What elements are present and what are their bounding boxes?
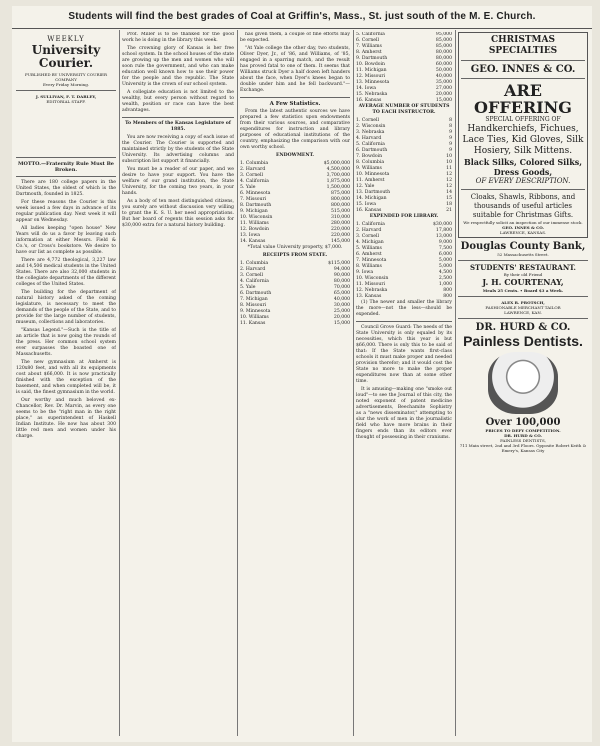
bank-address: 52 Massachusetts Street. xyxy=(497,252,549,257)
row-value: $5,000,000 xyxy=(323,161,350,166)
row-label: 2. Wisconsin xyxy=(356,124,386,129)
row-label: 11. Kansas xyxy=(240,321,266,326)
row-label: 5. Yale xyxy=(240,185,256,190)
row-value: 220,000 xyxy=(331,227,350,232)
respect-line: We respectfully solicit an inspection of our immense stock. xyxy=(463,220,583,225)
average-list xyxy=(356,118,452,214)
row-value: 8 xyxy=(449,118,452,123)
row-label: 4. California xyxy=(240,179,269,184)
tailor-town: LAWRENCE, KAN. xyxy=(504,310,542,315)
article-paragraph: There are 4,772 theological, 3,227 law and 14,506 medical students in the United States. There are also 32,000 students in the collegiate departments of the different colleges of the United States. xyxy=(16,258,116,287)
article-paragraph: A collegiate education is not limited to the wealthy, but every person without regard to wealth, position or race can have the best advantages. xyxy=(122,90,234,113)
row-label: 10. Bowdoin xyxy=(356,62,385,67)
banner-text: Students will find the best grades of Coal at Griffin's, Mass., St. just south of the M. E. Church. xyxy=(68,11,536,22)
row-label: 10. Minnesota xyxy=(356,172,390,177)
row-value: 800 xyxy=(443,288,452,293)
row-label: 12. Bowdoin xyxy=(240,227,269,232)
article-paragraph: has given them, a couple of fine efforts may be expected. xyxy=(240,32,350,43)
tailor-line: FASHIONABLE MERCHANT TAILOR xyxy=(485,305,561,310)
row-value: 800,000 xyxy=(331,203,350,208)
row-value: 94,000 xyxy=(333,267,350,272)
row-label: 7. Bowdoin xyxy=(356,154,383,159)
row-label: 3. Cornell xyxy=(240,273,263,278)
row-value: 9,000 xyxy=(438,240,452,245)
row-value: 1,000 xyxy=(438,282,452,287)
row-value: 145,000 xyxy=(331,239,350,244)
article-paragraph: There are 180 college papers in the United States, the oldest of which is the Dartmouth, founded in 1825. xyxy=(16,180,116,197)
library-heading: EXPENDED FOR LIBRARY. xyxy=(369,214,439,219)
row-label: 14. Michigan xyxy=(356,196,387,201)
article-paragraph: The crowning glory of Kansas is her free school system. In the school houses of the state are growing up the men and women who will soon rule the government, and who can make education well known how to use their power for the people and the republic. The State University is the crown of our school system. xyxy=(122,46,234,87)
article-paragraph: For these reasons the Courier is this week issued a few days in advance of its regular publication day. Next week it will appear on Wednesday. xyxy=(16,200,116,223)
row-value: 13,000 xyxy=(435,234,452,239)
row-value: 21 xyxy=(446,208,452,213)
row-value: 17,800 xyxy=(435,228,452,233)
every-description: OF EVERY DESCRIPTION. xyxy=(475,177,571,185)
row-value: 7,500 xyxy=(438,246,452,251)
column-2 xyxy=(122,32,234,736)
schedule-line: Every Friday Morning. xyxy=(42,82,90,87)
row-value: 70,000 xyxy=(333,285,350,290)
xmas-heading: CHRISTMAS SPECIALTIES xyxy=(488,35,558,56)
row-value: 50,000 xyxy=(435,68,452,73)
row-label: 14. Kansas xyxy=(240,239,266,244)
article-paragraph: "Kansas Legend."—Such is the title of an article that is now going the rounds of the press. Her common school system ever surpasses the boasted one of Massachusetts. xyxy=(16,328,116,357)
row-label: 9. Williams xyxy=(356,166,382,171)
row-label: 13. Kansas xyxy=(356,294,382,299)
receipts-list xyxy=(240,261,350,327)
tailor-name: ALEX R. PROTSCH, xyxy=(501,300,545,305)
row-value: 15 xyxy=(446,196,452,201)
article-paragraph: The building for the department of natural history asked of the coming legislature, is necessary to meet the demands of the people of the State, and to provide for the large number of students, museum, collections and laboratories. xyxy=(16,290,116,325)
row-label: 9. Dartmouth xyxy=(356,56,388,61)
row-value: 95,000 xyxy=(435,32,452,37)
row-value: $115,000 xyxy=(328,261,350,266)
row-label: 1. Columbia xyxy=(240,161,269,166)
courtenay-name: J. H. COURTENAY, xyxy=(482,277,564,287)
statistics-heading: A Few Statistics. xyxy=(269,101,321,107)
library-list xyxy=(356,222,452,300)
row-label: 10. Williams xyxy=(240,315,269,320)
row-label: 4. California xyxy=(240,279,269,284)
row-label: 3. Nebraska xyxy=(356,130,385,135)
row-value: 65,000 xyxy=(333,291,350,296)
row-value: 10 xyxy=(446,154,452,159)
column-4-articles xyxy=(356,325,452,441)
signature: GEO. INNES & CO. xyxy=(502,225,544,230)
row-value: 280,000 xyxy=(331,221,350,226)
row-value: 14 xyxy=(446,190,452,195)
row-label: 6. Minnesota xyxy=(240,191,271,196)
innes-ad xyxy=(458,32,588,238)
row-label: 3. Cornell xyxy=(240,173,263,178)
special-offering: SPECIAL OFFERING OF xyxy=(485,116,561,123)
library-note: (1) The newer and smaller the library the more—not the less—should be expended. xyxy=(356,300,452,317)
receipts-heading: RECEIPTS FROM STATE. xyxy=(262,253,328,258)
painless-heading: Painless Dentists. xyxy=(463,333,583,349)
row-value: 12 xyxy=(446,184,452,189)
row-value: 25,000 xyxy=(333,309,350,314)
row-label: 10. Wisconsin xyxy=(240,215,273,220)
row-label: 7. Missouri xyxy=(240,197,267,202)
row-label: 9. Iowa xyxy=(356,270,374,275)
row-value: 515,000 xyxy=(331,209,350,214)
row-value: $30,000 xyxy=(433,222,452,227)
row-value: 85,000 xyxy=(435,38,452,43)
newspaper-page xyxy=(12,6,592,742)
row-label: 8. Columbia xyxy=(356,160,385,165)
row-label: 8. Williams xyxy=(356,264,382,269)
column-3 xyxy=(240,32,350,736)
row-label: 8. Missouri xyxy=(240,303,267,308)
row-label: 6. Amherst xyxy=(356,252,382,257)
row-label: 5. Yale xyxy=(240,285,256,290)
article-paragraph: You must be a reader of our paper, and we desire to have your support. You have the welfare of our grand institution, the State University, for the coming two years, in your hands. xyxy=(122,167,234,196)
legislature-article xyxy=(122,135,234,229)
statistics-intro: From the latest authentic sources we have prepared a few statistics upon endowments from their various sources, and comparative expenditures for instruction and library purposes of educational institutions of the country, emphasizing the comparison with our own worthy school. xyxy=(240,109,350,150)
row-value: 9 xyxy=(449,136,452,141)
row-value: 220,000 xyxy=(331,233,350,238)
row-value: 80,000 xyxy=(435,56,452,61)
column-rule xyxy=(237,30,238,736)
row-value: 11 xyxy=(446,166,452,171)
row-value: 15,000 xyxy=(333,321,350,326)
row-label: 13. Iowa xyxy=(240,233,261,238)
row-label: 7. Michigan xyxy=(240,297,268,302)
column-1-articles xyxy=(16,180,116,440)
column-4 xyxy=(356,32,452,736)
row-value: 9 xyxy=(449,130,452,135)
row-value: 80,000 xyxy=(435,50,452,55)
masthead-title: University Courier. xyxy=(31,43,101,70)
row-value: 15,000 xyxy=(435,98,452,103)
row-value: 27,000 xyxy=(435,86,452,91)
article-paragraph: It is amusing—making one "smoke out loud"—to see the Journal of this city, the noted exponent of patent medicine advertisements, Beechamite Sophistry as a "news disseminator," attempting to slur the work of men in the journalistic field who have more brains in their fingers ends than its editors ever thought of possessing in their craniums. xyxy=(356,387,452,440)
row-label: 11. Michigan xyxy=(356,68,387,73)
staff-heading: EDITORIAL STAFF. xyxy=(46,99,86,104)
row-label: 12. Nebraska xyxy=(356,288,388,293)
row-value: 8 xyxy=(449,124,452,129)
row-value: 1,875,000 xyxy=(326,179,350,184)
row-label: 5. California xyxy=(356,32,385,37)
bank-name: Douglas County Bank, xyxy=(460,241,586,252)
row-value: 9 xyxy=(449,142,452,147)
row-label: 1. Columbia xyxy=(240,261,269,266)
article-paragraph: All ladies keeping "open house" New Years will do us a favor by leaving such information at either Messrs. Field & Co.'s, or Cross's bookstore. We desire to have our list as complete as possible. xyxy=(16,226,116,255)
weekly-label: WEEKLY xyxy=(47,35,85,43)
row-label: 5. Williams xyxy=(356,246,382,251)
row-value: 12 xyxy=(446,178,452,183)
column-rule xyxy=(455,30,456,736)
row-label: 15. Iowa xyxy=(356,202,377,207)
cloaks-line: Cloaks, Shawls, Ribbons, and thousands of useful articles suitable for Christmas Gifts. xyxy=(470,193,576,219)
row-value: 18 xyxy=(446,202,452,207)
row-label: 11. Williams xyxy=(240,221,269,226)
row-value: 9 xyxy=(449,148,452,153)
row-label: 4. Harvard xyxy=(356,136,382,141)
article-paragraph: As a body of ten most distinguished citizens, you surely are without discussion very willing to grant the K. S. U. her need appropriations. But her board of regents this session asks for $30,000 extra for a natural history building. xyxy=(122,199,234,228)
row-label: 8. Amherst xyxy=(356,50,382,55)
row-value: 3,700,000 xyxy=(326,173,350,178)
board-line: Meals 25 Cents. • Board $3 a Week. xyxy=(482,288,564,293)
silks-line: Black Silks, Colored Silks, Dress Goods, xyxy=(463,157,583,177)
total-note: *Total value University property, $7,000. xyxy=(247,245,343,250)
column-1 xyxy=(16,32,116,736)
dentist-sig1: DR. HURD & CO. xyxy=(504,433,542,438)
row-value: 20,000 xyxy=(333,315,350,320)
publisher-line: PUBLISHED BY UNIVERSITY COURIER COMPANY xyxy=(25,72,107,82)
row-value: 60,000 xyxy=(435,62,452,67)
average-heading: AVERAGE NUMBER OF STUDENTS TO EACH INSTRUCTOR. xyxy=(358,104,450,115)
endowment-heading: ENDOWMENT. xyxy=(275,153,315,158)
article-paragraph: Our worthy and much beloved ex-Chancellor, Rev. Dr. Marvin, as every one seems to be the "right man in the right place," as superintendent of Haskell Indian Institute. He now has about 300 little red men and women under his charge. xyxy=(16,398,116,439)
article-paragraph: You are now receiving a copy of each issue of the Courier. The Courier is supported and maintained strictly by the students of the State University. Its advertising columns and subscription list support it financially. xyxy=(122,135,234,164)
row-label: 6. Dartmouth xyxy=(356,148,388,153)
dentist-sig3: 711 Main street, 2nd and 3rd Floors. Opposite Robert Keith & Emery's, Kansas City xyxy=(459,443,587,453)
prices-line: PRICES TO DEFY COMPETITION. xyxy=(485,428,561,433)
row-label: 12. Missouri xyxy=(356,74,386,79)
row-label: 9. Michigan xyxy=(240,209,268,214)
row-label: 2. Harvard xyxy=(356,228,382,233)
row-value: 40,000 xyxy=(435,74,452,79)
row-value: 5,000 xyxy=(438,264,452,269)
firm-name: GEO. INNES & CO. xyxy=(470,64,576,75)
row-label: 7. Williams xyxy=(356,44,382,49)
row-value: 800 xyxy=(443,294,452,299)
row-value: 10 xyxy=(446,160,452,165)
row-label: 7. Minnesota xyxy=(356,258,387,263)
row-label: 12. Yale xyxy=(356,184,375,189)
continued-list xyxy=(356,32,452,104)
row-label: 16. Kansas xyxy=(356,98,382,103)
row-value: 85,000 xyxy=(435,44,452,49)
article-paragraph: Prof. Miller is to be thanked for the good work he is doing in the library this week. xyxy=(122,32,234,43)
row-label: 9. Minnesota xyxy=(240,309,271,314)
row-value: 5,000 xyxy=(438,258,452,263)
row-value: 20,000 xyxy=(435,92,452,97)
row-label: 15. Nebraska xyxy=(356,92,388,97)
row-label: 11. Missouri xyxy=(356,282,386,287)
restaurant-by: By their old Friend xyxy=(503,272,543,277)
row-value: 35,000 xyxy=(435,80,452,85)
row-label: 13. Minnesota xyxy=(356,80,390,85)
row-value: 90,000 xyxy=(333,273,350,278)
row-label: 8. Dartmouth xyxy=(240,203,272,208)
row-value: 6,000 xyxy=(438,252,452,257)
row-label: 6. Dartmouth xyxy=(240,291,272,296)
row-label: 10. Wisconsin xyxy=(356,276,389,281)
row-label: 1. Cornell xyxy=(356,118,379,123)
row-label: 5. California xyxy=(356,142,385,147)
article-paragraph: "At Yale college the other day, two students, Oliver Dyer, Jr., of '86, and Williams, of '85, engaged in a sparring match, and the result has proved fatal to one of them. It seems that Williams struck Dyer a half dozen left handers about the face, when Dyer's knees began to double under him and he fell backward."—Exchange. xyxy=(240,46,350,93)
row-label: 2. Harvard xyxy=(240,167,266,172)
are-offering: ARE OFFERING xyxy=(474,81,572,117)
row-label: 16. Kansas xyxy=(356,208,382,213)
column-3-articles xyxy=(240,32,350,94)
column-rule xyxy=(119,30,120,736)
row-label: 3. Cornell xyxy=(356,234,379,239)
row-value: 310,000 xyxy=(331,215,350,220)
row-label: 4. Michigan xyxy=(356,240,384,245)
row-value: 80,000 xyxy=(333,279,350,284)
row-value: 40,000 xyxy=(333,297,350,302)
row-value: 4,500 xyxy=(438,270,452,275)
dentist-sig2: PAINLESS DENTISTS, xyxy=(500,438,546,443)
table-row xyxy=(240,321,350,327)
row-value: 2,500 xyxy=(438,276,452,281)
row-label: 13. Dartmouth xyxy=(356,190,391,195)
row-label: 1. California xyxy=(356,222,385,227)
row-label: 11. Amherst xyxy=(356,178,385,183)
article-paragraph: The new gymnasium at Amherst is 120x80 feet, and with all its equipments cost about $66,000. It is now practically finished with the exception of the basement, and when completed will be, it is said, the finest gymnasium in the world. xyxy=(16,360,116,395)
row-value: 1,500,000 xyxy=(326,185,350,190)
row-label: 6. Cornell xyxy=(356,38,379,43)
editors-line: J. SULLIVAN, F. T. DARLEY, xyxy=(35,94,97,99)
row-value: 800,000 xyxy=(331,197,350,202)
row-value: 30,000 xyxy=(333,303,350,308)
row-label: 14. Iowa xyxy=(356,86,377,91)
dentist-name: DR. HURD & CO. xyxy=(475,322,571,333)
restaurant-name: STUDENTS' RESTAURANT. xyxy=(470,263,576,272)
goods-list: Handkerchiefs, Fichues, Lace Ties, Kid Gloves, Silk Hosiery, Silk Mittens. xyxy=(462,124,584,156)
town-line: LAWRENCE, KANSAS. xyxy=(499,230,547,235)
article-paragraph: Council Grove Guard: The needs of the State University is only equaled by its necessities, which this year is but $66,000. There is only this to be said of that: If the State wants first-class schools it must make proper and needed provision therefor; and it would cost the State no more to make the proper expenditures now than at some other time. xyxy=(356,325,452,384)
legislature-heading: To Members of the Kansas Legislature of 1885. xyxy=(125,121,231,132)
portrait-illustration xyxy=(488,352,558,414)
column-5-ads xyxy=(458,32,588,736)
motto-line: MOTTO.—Fraternity Rule Must Be Broken. xyxy=(18,161,114,173)
row-value: 12 xyxy=(446,172,452,177)
top-banner xyxy=(12,6,592,29)
column-rule xyxy=(353,30,354,736)
endowment-list xyxy=(240,161,350,245)
row-value: 875,000 xyxy=(331,191,350,196)
row-label: 2. Harvard xyxy=(240,267,266,272)
column-2-articles xyxy=(122,32,234,114)
row-value: 4,500,000 xyxy=(326,167,350,172)
over-count: Over 100,000 xyxy=(485,417,561,428)
